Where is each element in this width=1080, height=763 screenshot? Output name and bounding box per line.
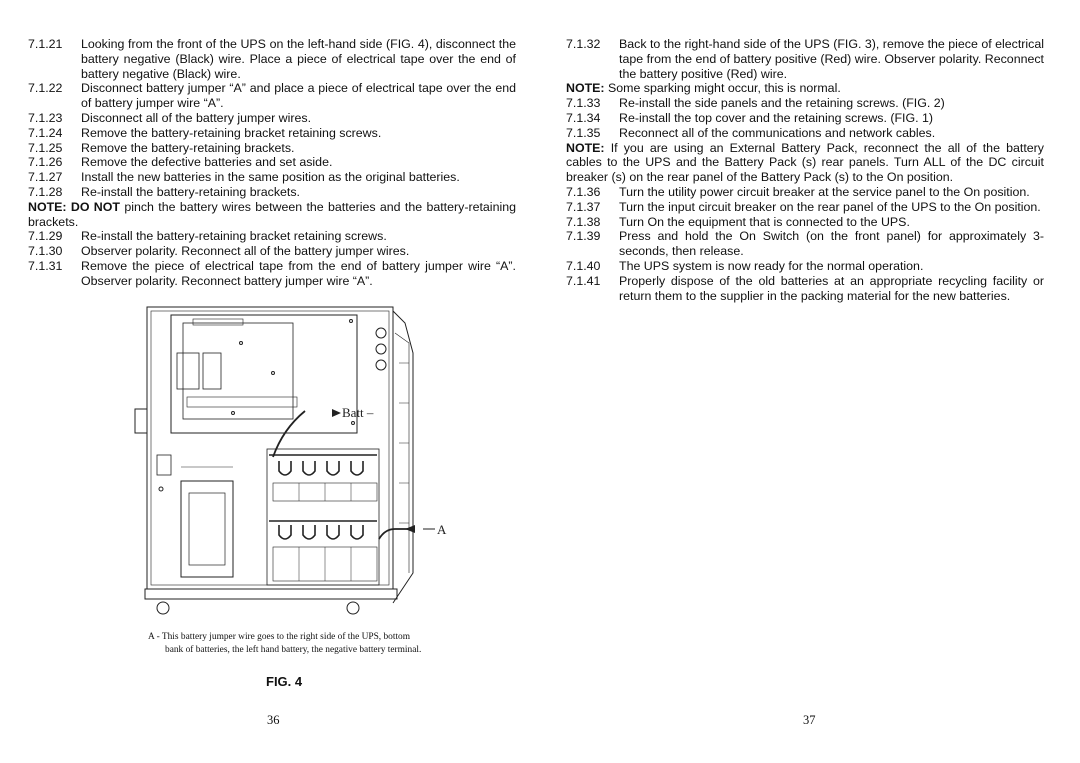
step-7-1-27: 7.1.27 Install the new batteries in the same position as the original batteries. [28,170,460,185]
step-7-1-39: 7.1.39 Press and hold the On Switch (on the front panel) for approximately 3-seconds, then release. [566,229,1044,259]
page-number-right: 37 [803,713,816,727]
step-7-1-31: 7.1.31 Remove the piece of electrical tape from the end of battery jumper wire “A”. Observer polarity. Reconnect battery jumper wire “A”. [28,258,516,288]
jumper-a-label: A [437,522,447,537]
step-7-1-32: 7.1.32 Back to the right-hand side of the UPS (FIG. 3), remove the piece of electrical tape from the end of battery positive (Red) wire. Observer polarity. Reconnect the battery positive (Red) wire. [566,37,1044,81]
right-steps [566,37,1044,303]
note-do-not-pinch: NOTE: DO NOT pinch the battery wires between the batteries and the battery-retaining brackets. [28,199,516,229]
step-7-1-33: 7.1.33 Re-install the side panels and the retaining screws. (FIG. 2) [566,96,945,111]
ups-battery-diagram [133,303,453,623]
step-7-1-37: 7.1.37 Turn the input circuit breaker on the rear panel of the UPS to the On position. [566,199,1041,214]
step-7-1-23: 7.1.23 Disconnect all of the battery jumper wires. [28,110,312,125]
step-7-1-25: 7.1.25 Remove the battery-retaining brackets. [28,140,295,155]
step-7-1-35: 7.1.35 Reconnect all of the communications and network cables. [566,125,936,140]
page-number-left: 36 [267,713,280,727]
step-7-1-41: 7.1.41 Properly dispose of the old batteries at an appropriate recycling facility or return them to the supplier in the packing material for the new batteries. [566,273,1044,303]
step-7-1-36: 7.1.36 Turn the utility power circuit breaker at the service panel to the On position. [566,184,1030,199]
figure-label: FIG. 4 [266,674,303,689]
step-7-1-28: 7.1.28 Re-install the battery-retaining brackets. [28,184,301,199]
step-7-1-26: 7.1.26 Remove the defective batteries and set aside. [28,155,333,170]
note-external-battery: NOTE: If you are using an External Battery Pack, reconnect the all of the battery cables to the UPS and the Battery Pack (s) rear panels. Turn ALL of the DC circuit breaker (s) on the rear panel of the Battery Pack (s) to the On position. [566,140,1044,185]
left-steps [28,37,516,289]
step-7-1-40: 7.1.40 The UPS system is now ready for the normal operation. [566,258,924,273]
step-7-1-30: 7.1.30 Observer polarity. Reconnect all of the battery jumper wires. [28,244,410,259]
step-7-1-38: 7.1.38 Turn On the equipment that is connected to the UPS. [566,214,910,229]
step-7-1-29: 7.1.29 Re-install the battery-retaining bracket retaining screws. [28,229,387,244]
batt-negative-label: Batt – [342,405,374,420]
step-7-1-24: 7.1.24 Remove the battery-retaining bracket retaining screws. [28,125,382,140]
step-7-1-34: 7.1.34 Re-install the top cover and the retaining screws. (FIG. 1) [566,110,934,125]
step-7-1-22: 7.1.22 Disconnect battery jumper “A” and place a piece of electrical tape over the end of battery jumper wire “A”. [28,81,516,111]
figure-caption: A - This battery jumper wire goes to the right side of the UPS, bottom bank of batteries, the left hand battery, the negative battery terminal. [148,632,422,655]
note-sparking: NOTE: Some sparking might occur, this is normal. [566,81,841,96]
step-7-1-21: 7.1.21 Looking from the front of the UPS on the left-hand side (FIG. 4), disconnect the battery negative (Black) wire. Place a piece of electrical tape over the end of battery negative (Black) wire. [28,37,516,81]
